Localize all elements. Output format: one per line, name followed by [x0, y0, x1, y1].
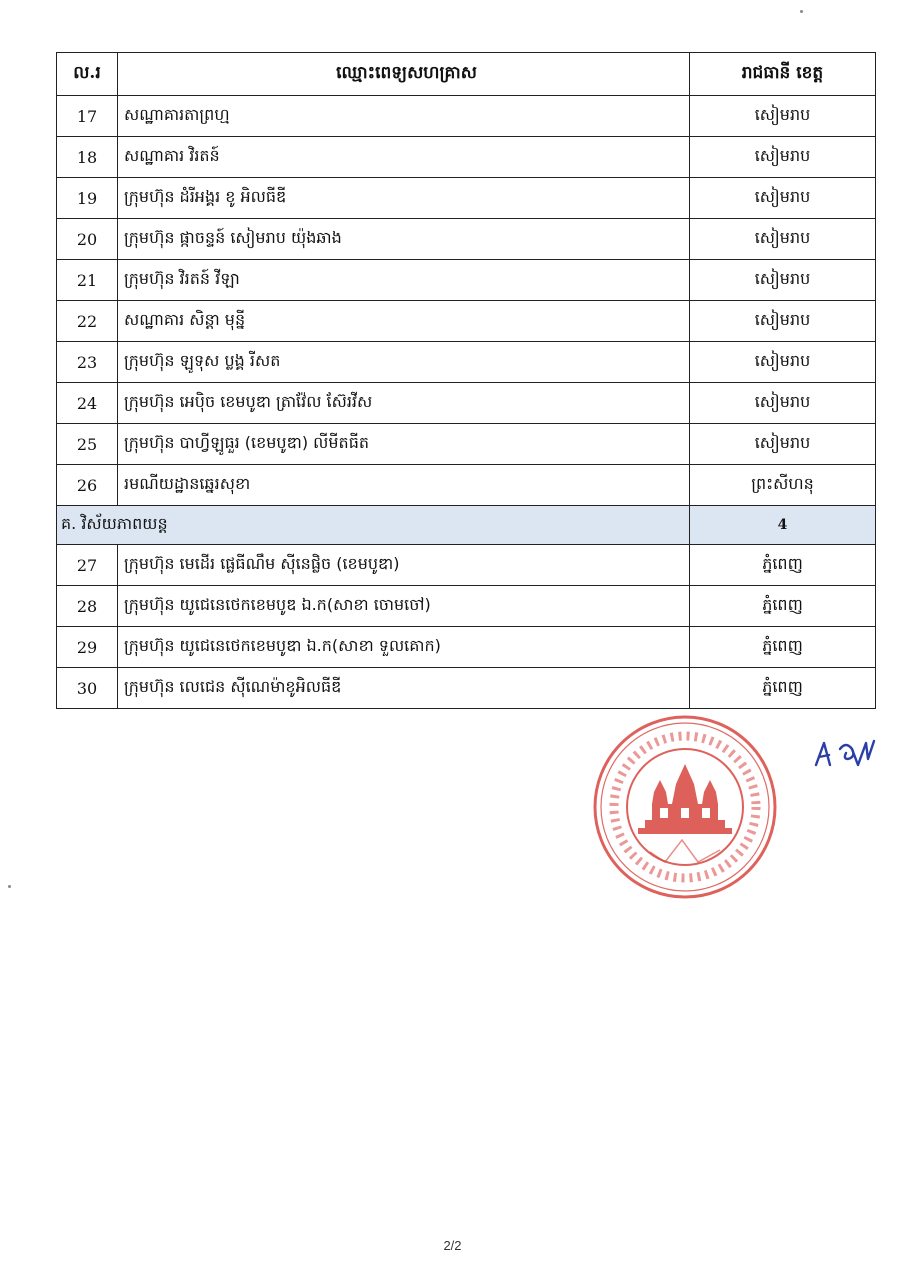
enterprise-list-table: [56, 52, 876, 709]
table-row: [57, 545, 876, 586]
scan-speck: [8, 885, 11, 888]
row-number: 26: [57, 465, 118, 506]
row-name: ក្រុមហ៊ុន លេជេន ស៊ីណេម៉ាខូអិលធីឌី: [118, 668, 690, 709]
row-name: រមណីយដ្ឋានឆ្នេរសុខា: [118, 465, 690, 506]
official-seal-icon: [590, 712, 780, 902]
row-province: ភ្នំពេញ: [690, 545, 876, 586]
row-name: សណ្ឋាគារ វិរតន៍: [118, 137, 690, 178]
row-name: ក្រុមហ៊ុន ឡូទុស ប្លង្គ រីសត: [118, 342, 690, 383]
section-header-row: [57, 506, 876, 545]
handwritten-signature-icon: [810, 735, 880, 775]
row-name: ក្រុមហ៊ុន មេដើរ ផ្លេធីណឹម ស៊ីនេផ្លិច (ខេមបូឌា): [118, 545, 690, 586]
row-number: 30: [57, 668, 118, 709]
row-name: សណ្ឋាគារ សិន្តា មុន្នី: [118, 301, 690, 342]
row-province: ភ្នំពេញ: [690, 586, 876, 627]
table-row: [57, 668, 876, 709]
row-number: 28: [57, 586, 118, 627]
header-province: រាជធានី ខេត្ត: [690, 53, 876, 96]
row-name: ក្រុមហ៊ុន ផ្កាចន្ទន៍ សៀមរាប យ៉ុងឆាង: [118, 219, 690, 260]
table-row: [57, 301, 876, 342]
row-province: សៀមរាប: [690, 342, 876, 383]
table-row: [57, 178, 876, 219]
row-province: សៀមរាប: [690, 96, 876, 137]
page-number: 2/2: [443, 1238, 462, 1253]
row-province: សៀមរាប: [690, 178, 876, 219]
row-number: 22: [57, 301, 118, 342]
table-row: [57, 219, 876, 260]
scan-speck: [800, 10, 803, 13]
row-province: ព្រះសីហនុ: [690, 465, 876, 506]
table-row: [57, 260, 876, 301]
header-name: ឈ្មោះពេទ្យសហគ្រាស: [118, 53, 690, 96]
header-number: ល.រ: [57, 53, 118, 96]
row-name: ក្រុមហ៊ុន បាហ្វីឡូធួរ (ខេមបូឌា) លីមីតធីត: [118, 424, 690, 465]
row-province: សៀមរាប: [690, 383, 876, 424]
row-province: សៀមរាប: [690, 260, 876, 301]
row-name: សណ្ឋាគារតាព្រហ្ម: [118, 96, 690, 137]
row-number: 29: [57, 627, 118, 668]
section-label: គ. វិស័យភាពយន្ត: [57, 506, 690, 545]
row-number: 21: [57, 260, 118, 301]
row-province: ភ្នំពេញ: [690, 668, 876, 709]
row-province: សៀមរាប: [690, 424, 876, 465]
row-province: សៀមរាប: [690, 137, 876, 178]
table-row: [57, 342, 876, 383]
row-number: 17: [57, 96, 118, 137]
table-row: [57, 137, 876, 178]
row-number: 24: [57, 383, 118, 424]
row-name: ក្រុមហ៊ុន អេប៉ិច ខេមបូឌា ត្រាវ៉ែល ស៊ែរវីស: [118, 383, 690, 424]
table-row: [57, 627, 876, 668]
table-row: [57, 586, 876, 627]
row-name: ក្រុមហ៊ុន យូជេនេថេកខេមបូឌា ឯ.ក(សាខា ទួលគោក): [118, 627, 690, 668]
table-row: [57, 96, 876, 137]
row-number: 18: [57, 137, 118, 178]
row-province: សៀមរាប: [690, 301, 876, 342]
row-name: ក្រុមហ៊ុន យូជេនេថេកខេមបូឌ ឯ.ក(សាខា ចោមចៅ): [118, 586, 690, 627]
row-number: 25: [57, 424, 118, 465]
row-number: 20: [57, 219, 118, 260]
row-name: ក្រុមហ៊ុន វិរតន៍ វីឡា: [118, 260, 690, 301]
section-count: 4: [690, 506, 876, 545]
row-number: 19: [57, 178, 118, 219]
row-name: ក្រុមហ៊ុន ដំរីអង្គរ ខូ អិលធីឌី: [118, 178, 690, 219]
row-province: សៀមរាប: [690, 219, 876, 260]
table-row: [57, 424, 876, 465]
row-number: 27: [57, 545, 118, 586]
table-header-row: [57, 53, 876, 96]
row-province: ភ្នំពេញ: [690, 627, 876, 668]
table-row: [57, 383, 876, 424]
row-number: 23: [57, 342, 118, 383]
table-row: [57, 465, 876, 506]
